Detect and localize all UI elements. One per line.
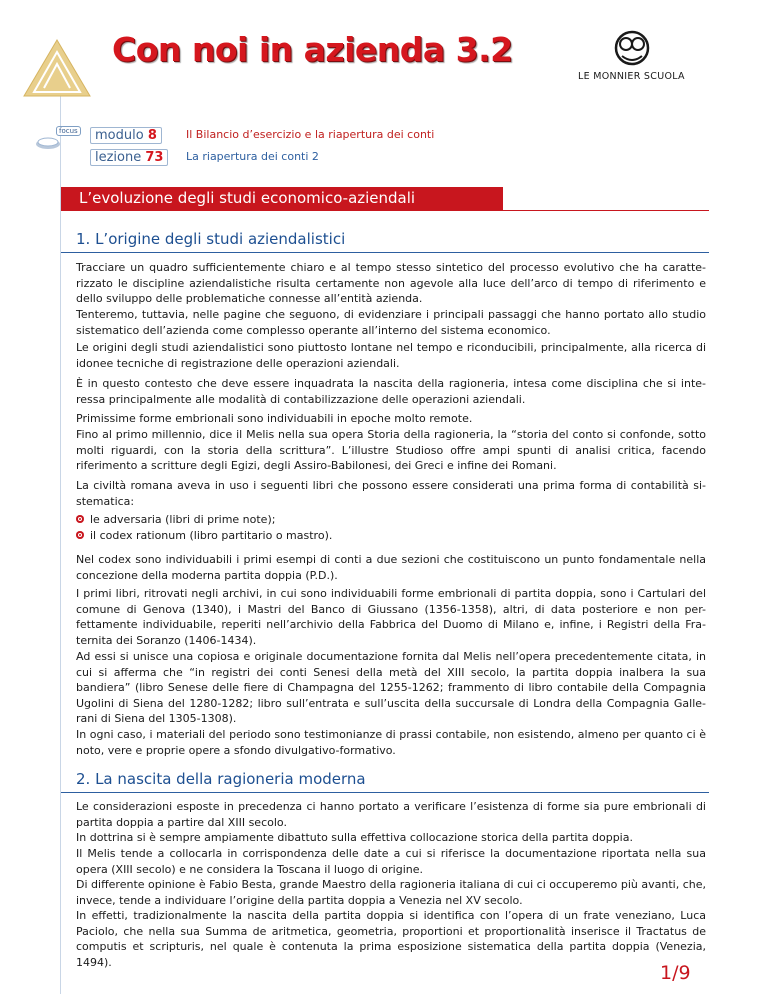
modulo-title: Il Bilancio d’esercizio e la riapertura dei conti [186,128,435,141]
modulo-row [90,124,435,144]
bullet-icon [76,515,84,523]
paragraph: Primissime forme embrionali sono individuabili in epoche molto remote. [76,412,473,425]
modulo-key: modulo 8 [90,127,162,144]
paragraph: Tenteremo, tuttavia, nelle pagine che seguono, di evidenziare i principali passaggi che hanno portato allo studio sistematico dell’azienda come complesso operante all’interno del sistema economico. [76,308,706,337]
paragraph: Ad essi si unisce una copiosa e originale documentazione fornita dal Melis nell’opera precedentemente citata, in cui si afferma che “in registri dei conti Senesi della metà del XIII secolo, la partita doppia inalbera la sua bandiera” (libro Senese delle fiere di Champagna del 1255-1262; frammento di libro contabile della Compagnia Ugolini di Siena del 1280-1282; libro sull’entrata e sull’uscita della succursale di Londra della Compagnia Galle-rani di Siena del 1305-1308). [76,650,706,726]
section-title: L’evoluzione degli studi economico-aziendali [79,189,416,207]
list-item: il codex rationum (libro partitario o mastro). [76,528,332,544]
book-title: Con noi in azienda 3.2 [112,30,513,69]
paragraph: In effetti, tradizionalmente la nascita della partita doppia si identifica con l’opera di un frate veneziano, Luca Paciolo, che nella sua Summa de aritmetica, geometria, proportioni et proportionalità inserisce il Tractatus de computis et scripturis, nel quale è contenuta la prima esposizione sistematica della partita doppia (Venezia, 1494). [76,909,706,969]
paragraph: Il Melis tende a collocarla in corrispondenza delle date a cui si riferisce la documentazione riportata nella sua opera (XIII secolo) e ne considera la Toscana il luogo di origine. [76,847,706,876]
triangle-logo-icon [22,38,92,98]
paragraph: I primi libri, ritrovati negli archivi, in cui sono individuabili forme embrionali di partita doppia, sono i Cartulari del comune di Genova (1340), i Mastri del Banco di Giussano (1356-1358), altri, di data posteriore e non per-fettamente individuabile, reperiti nell’archivio della Fabbrica del Duomo di Milano e, infine, i Registri della Fra-ternita dei Soranzo (1406-1434). [76,587,706,647]
paragraph: Di differente opinione è Fabio Besta, grande Maestro della ragioneria italiana di cui ci occuperemo più avanti, che, invece, tende a individuare l’origine della partita doppia a Venezia nel XV secolo. [76,878,706,907]
page-number: 1/9 [660,962,691,984]
lezione-row [90,146,319,166]
page-header [0,0,768,96]
paragraph: La civiltà romana aveva in uso i seguenti libri che possono essere considerati una prima forma di contabilità si-stematica: [76,479,706,508]
publisher-name: LE MONNIER SCUOLA [578,71,685,82]
paragraph: Le origini degli studi aziendalistici sono piuttosto lontane nel tempo e riconducibili, principalmente, alla ricerca di idonee tecniche di registrazione delle operazioni aziendali. [76,341,706,370]
lezione-key: lezione 73 [90,149,168,166]
heading-1: 1. L’origine degli studi aziendalistici [76,230,346,248]
paragraph: Nel codex sono individuabili i primi esempi di conti a due sezioni che costituiscono un punto fondamentale nella concezione della moderna partita doppia (P.D.). [76,553,706,582]
paragraph: Le considerazioni esposte in precedenza ci hanno portato a verificare l’esistenza di forme sia pure embrionali di partita doppia a partire dal XIII secolo. [76,800,706,829]
publisher-emblem-icon [612,28,652,68]
paragraph: In ogni caso, i materiali del periodo sono testimonianze di prassi contabile, non esistendo, almeno per quanto ci è noto, vere e proprie opere a sfondo divulgativo-formativo. [76,728,706,757]
paragraph: Fino al primo millennio, dice il Melis nella sua opera Storia della ragioneria, la “storia del conto si confonde, sotto molti riguardi, con la storia della scrittura”. L’illustre Studioso offre ampi spunti di analisi critica, facendo riferimento a scritture degli Egizi, degli Assiro-Babilonesi, dei Greci e infine dei Romani. [76,428,706,473]
bullet-icon [76,531,84,539]
lezione-title: La riapertura dei conti 2 [186,150,319,163]
section-rule [61,210,709,211]
focus-label: focus [56,126,81,136]
heading-2: 2. La nascita della ragioneria moderna [76,770,366,788]
paragraph: Tracciare un quadro sufficientemente chiaro e al tempo stesso sintetico del processo evolutivo che ha caratte-rizzato le discipline aziendalistiche risulta certamente non agevole alla luce dell’arco di tempo di riferimento e dello sviluppo delle problematiche connesse all’entità azienda. [76,261,706,306]
paragraph: In dottrina si è sempre ampiamente dibattuto sulla effettiva collocazione storica della partita doppia. [76,831,633,844]
heading-1-rule [61,252,709,253]
section-banner [61,187,503,210]
heading-2-rule [61,792,709,793]
paragraph: È in questo contesto che deve essere inquadrata la nascita della ragioneria, intesa come disciplina che si inte-ressa principalmente alle modalità di contabilizzazione delle operazioni aziendali. [76,377,706,406]
list-item: le adversaria (libri di prime note); [76,512,275,528]
